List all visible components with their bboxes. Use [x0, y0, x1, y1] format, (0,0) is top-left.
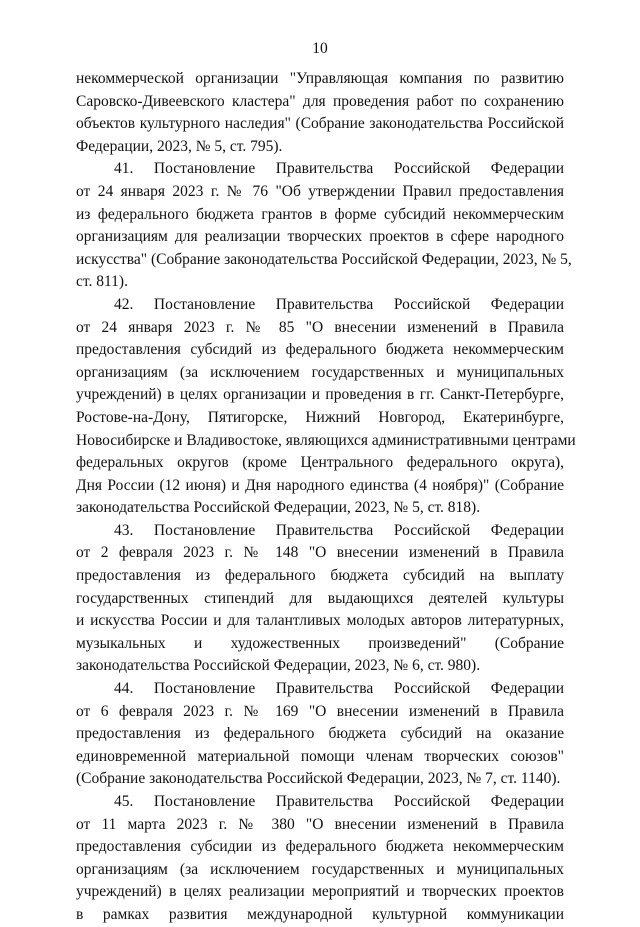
text-line: предоставления субсидий из федерального бюджета некоммерческим [76, 341, 564, 359]
text-line: и искусства России и для талантливых молодых авторов литературных, [76, 612, 564, 630]
text-line: федеральных округов (кроме Центрального федерального округа), [76, 454, 564, 472]
text-line: Ростове-на-Дону, Пятигорске, Нижний Новгород, Екатеринбурге, [76, 408, 564, 426]
text-line: из федерального бюджета грантов в форме субсидий некоммерческим [76, 205, 564, 223]
text-line: Дня России (12 июня) и Дня народного единства (4 ноября)" (Собрание [76, 476, 564, 494]
text-line: 43. Постановление Правительства Российской Федерации [114, 521, 564, 539]
text-line: законодательства Российской Федерации, 2023, № 6, ст. 980). [76, 657, 481, 675]
text-line: предоставления субсидии из федерального бюджета некоммерческим [76, 838, 564, 856]
text-line: (Собрание законодательства Российской Федерации, 2023, № 7, ст. 1140). [76, 770, 561, 788]
text-line: организациям (за исключением государственных и муниципальных [76, 860, 564, 878]
text-line: единовременной материальной помощи членам творческих союзов" [76, 747, 564, 765]
text-line: музыкальных и художественных произведений" (Собрание [76, 634, 564, 652]
text-line: учреждений) в целях организации и проведения в гг. Санкт-Петербурге, [76, 386, 564, 404]
text-line: государственных стипендий для выдающихся деятелей культуры [76, 589, 564, 607]
text-line: Федерации, 2023, № 5, ст. 795). [76, 137, 283, 155]
text-line: от 11 марта 2023 г. № 380 "О внесении изменений в Правила [76, 815, 564, 833]
text-line: 44. Постановление Правительства Российской Федерации [114, 680, 564, 698]
text-line: 42. Постановление Правительства Российской Федерации [114, 295, 564, 313]
text-line: от 24 января 2023 г. № 85 "О внесении изменений в Правила [76, 318, 564, 336]
text-line: некоммерческой организации "Управляющая компания по развитию [76, 70, 564, 87]
text-line: искусства" (Собрание законодательства Российской Федерации, 2023, № 5, [76, 250, 572, 268]
text-line: от 6 февраля 2023 г. № 169 "О внесении изменений в Правила [76, 702, 564, 720]
page-number: 10 [312, 40, 328, 57]
text-line: учреждений) в целях реализации мероприятий и творческих проектов [76, 883, 564, 901]
text-line: объектов культурного наследия" (Собрание законодательства Российской [76, 115, 564, 133]
text-line: в рамках развития международной культурной коммуникации [76, 905, 564, 923]
text-line: Новосибирске и Владивостоке, являющихся административными центрами [76, 431, 576, 449]
text-line: организациям для реализации творческих проектов в сфере народного [76, 228, 564, 246]
text-line: ст. 811). [76, 273, 128, 291]
text-line: 41. Постановление Правительства Российской Федерации [114, 160, 564, 178]
document-body [76, 68, 576, 927]
text-line: организациям (за исключением государственных и муниципальных [76, 363, 564, 381]
text-line: от 2 февраля 2023 г. № 148 "О внесении изменений в Правила [76, 544, 564, 562]
text-line: от 24 января 2023 г. № 76 "Об утверждении Правил предоставления [76, 182, 564, 200]
text-line: законодательства Российской Федерации, 2023, № 5, ст. 818). [76, 499, 481, 517]
text-line: Саровско-Дивеевского кластера" для проведения работ по сохранению [76, 92, 564, 110]
text-line: 45. Постановление Правительства Российской Федерации [114, 793, 564, 810]
text-line: предоставления из федерального бюджета субсидий на оказание [76, 725, 564, 743]
text-line: предоставления из федерального бюджета субсидий на выплату [76, 567, 564, 585]
